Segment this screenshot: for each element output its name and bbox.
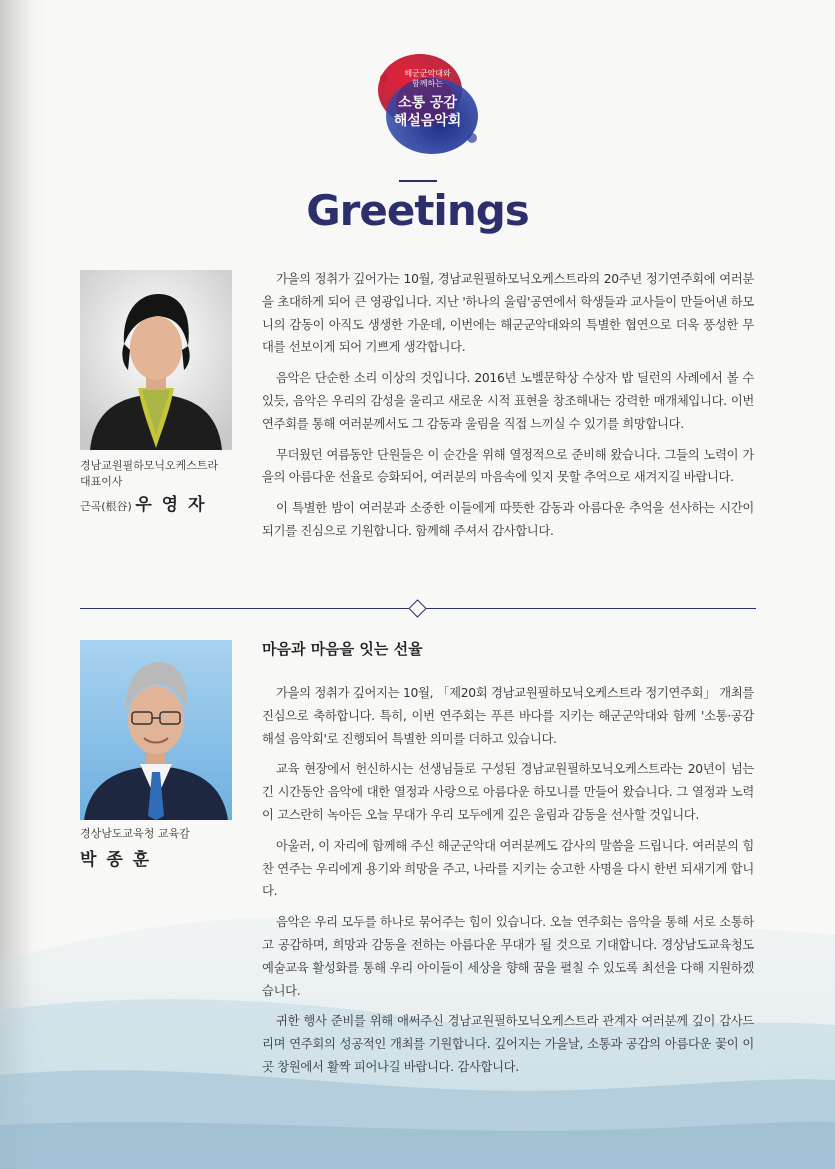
page-title: Greetings	[306, 186, 529, 235]
greeting1-pen-name: 근곡(根谷)	[80, 500, 132, 513]
greeting2-position: 경상남도교육청 교육감	[80, 827, 190, 840]
logo-line-1: 해군군악대와	[404, 69, 451, 78]
greeting2-paragraph: 교육 현장에서 헌신하시는 선생님들로 구성된 경남교원필하모닉오케스트라는 20년이 넘는 긴 시간동안 음악에 대한 열정과 사랑으로 아름다운 하모니를 만들어 왔습니다. 그 열정과 노력이 고스란히 녹아든 오늘 무대가 우리 모두에게 깊은 울림과 감동을 선사할 것입니다.	[262, 762, 754, 822]
greeting1-name: 우 영 자	[135, 495, 207, 515]
greeting2-name: 박 종 훈	[80, 850, 152, 870]
greeting2-paragraph: 가을의 정취가 깊어지는 10월, 「제20회 경남교원필하모닉오케스트라 정기연주회」 개최를 진심으로 축하합니다. 특히, 이번 연주회는 푸른 바다를 지키는 해군군악대와 함께 '소통·공감 해설 음악회'로 진행되어 특별한 의미를 더하고 있습니다.	[262, 686, 754, 746]
concert-logo	[360, 38, 495, 166]
greeting1-paragraph: 무더웠던 여름동안 단원들은 이 순간을 위해 열정적으로 준비해 왔습니다. 그들의 노력이 가을의 아름다운 선율로 승화되어, 여러분의 마음속에 잊지 못할 추억으로 새겨지길 바랍니다.	[262, 447, 754, 485]
greeting1-paragraph: 이 특별한 밤이 여러분과 소중한 이들에게 따뜻한 감동과 아름다운 추억을 선사하는 시간이 되기를 진심으로 기원합니다. 함께해 주셔서 감사합니다.	[262, 501, 754, 538]
greeting1-caption	[80, 458, 218, 490]
logo-line-4: 해설음악회	[393, 113, 462, 129]
greeting1-paragraph: 음악은 단순한 소리 이상의 것입니다. 2016년 노벨문학상 수상자 밥 딜런의 사례에서 볼 수 있듯, 음악은 우리의 감성을 울리고 새로운 시적 표현을 창조해내는 강력한 매개체입니다. 이번 연주회를 통해 여러분께서도 그 감동과 울림을 직접 느끼실 수 있기를 희망합니다.	[262, 371, 754, 431]
logo-line-2: 함께하는	[412, 79, 443, 88]
portrait-photo-1	[80, 270, 232, 450]
greeting1-name-line	[80, 490, 206, 515]
greeting1-affiliation: 경남교원필하모닉오케스트라	[80, 459, 219, 472]
greeting1-body	[262, 268, 754, 551]
greeting2-paragraph: 음악은 우리 모두를 하나로 묶어주는 힘이 있습니다. 오늘 연주회는 음악을 통해 서로 소통하고 공감하며, 희망과 감동을 전하는 아름다운 무대가 될 것으로 기대합니다. 경상남도교육청도 예술교육 활성화를 통해 우리 아이들이 세상을 향해 꿈을 펼칠 수 있도록 최선을 다해 지원하겠습니다.	[262, 915, 754, 998]
greeting1-position: 대표이사	[80, 475, 123, 488]
portrait-photo-2	[80, 640, 232, 820]
greeting1-paragraph: 가을의 정취가 깊어가는 10월, 경남교원필하모닉오케스트라의 20주년 정기연주회에 여러분을 초대하게 되어 큰 영광입니다. 지난 '하나의 울림'공연에서 학생들과 교사들이 만들어낸 하모니의 감동이 아직도 생생한 가운데, 이번에는 해군군악대와의 특별한 협연으로 더욱 풍성한 무대를 선보이게 되어 기쁘게 생각합니다.	[262, 272, 754, 355]
greeting2-paragraph: 아울러, 이 자리에 함께해 주신 해군군악대 여러분께도 감사의 말씀을 드립니다. 여러분의 힘찬 연주는 우리에게 용기와 희망을 주고, 나라를 지키는 숭고한 사명을 다시 한번 되새기게 합니다.	[262, 838, 754, 899]
greeting2-paragraph: 귀한 행사 준비를 위해 애써주신 경남교원필하모닉오케스트라 관계자 여러분께 깊이 감사드리며 연주회의 성공적인 개최를 기원합니다. 깊어지는 가을날, 소통과 공감의 아름다운 꽃이 이곳 창원에서 활짝 피어나길 바랍니다. 감사합니다.	[262, 1014, 754, 1074]
greeting2-body	[262, 682, 754, 1087]
title-rule	[399, 180, 437, 182]
greeting2-subtitle: 마음과 마음을 잇는 선율	[262, 640, 423, 658]
logo-line-3: 소통 공감	[398, 95, 457, 111]
